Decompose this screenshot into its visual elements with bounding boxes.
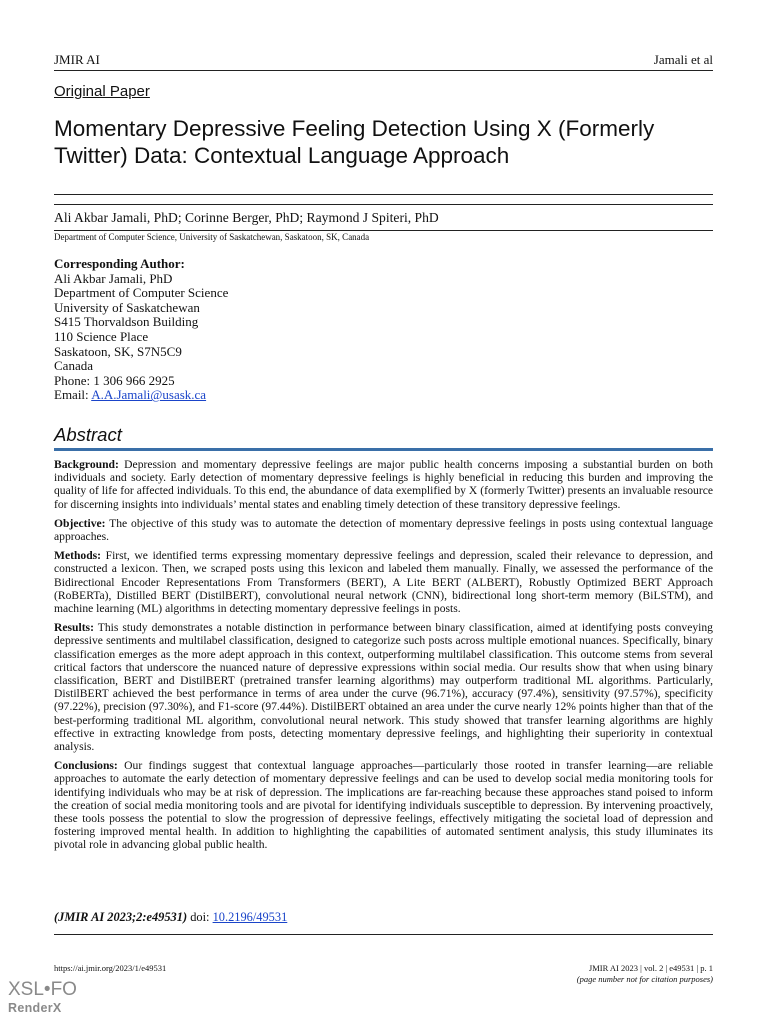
corresponding-author-label: Corresponding Author: [54, 256, 185, 271]
section-label: Methods: [54, 549, 102, 563]
section-text: The objective of this study was to automate the detection of momentary depressive feelings in posts using contextual language approaches. [54, 516, 713, 544]
abstract-results [54, 621, 713, 753]
running-author: Jamali et al [653, 52, 713, 67]
abstract-methods [54, 549, 713, 615]
abstract-heading: Abstract [54, 424, 122, 445]
section-label: Conclusions: [54, 759, 118, 773]
author-list: Ali Akbar Jamali, PhD; Corinne Berger, PhD; Raymond J Spiteri, PhD [54, 210, 439, 225]
pagination-note: (page number not for citation purposes) [576, 974, 713, 984]
corr-line: University of Saskatchewan [54, 299, 200, 315]
section-label: Background: [54, 458, 119, 471]
corr-email-line [54, 388, 228, 403]
footer-pagination [577, 963, 713, 985]
abstract-body [54, 458, 713, 858]
logo-line1: XSL•FO [8, 979, 77, 1000]
corr-line: Saskatoon, SK, S7N5C9 [54, 343, 182, 359]
corr-line: Canada [54, 358, 93, 374]
email-label: Email: [54, 387, 92, 403]
corresponding-author [54, 257, 228, 403]
author-divider [54, 230, 713, 231]
section-text: This study demonstrates a notable distinction in performance between binary classification, aimed at identifying posts conveying depressive sentiments and multilabel classification, designed to categorize such posts across multiple emotional nuances. Specifically, binary classification emerges as the more adept approach in this context, outperforming multilabel classification. This outcome stems from several critical factors that underscore the nuanced nature of depressive expressions within social media. Our results show that when using binary classification, BERT and DistilBERT (pretrained transfer learning algorithms) may outperform traditional ML algorithms. Particularly, DistilBERT achieved the best performance in terms of area under the curve (96.71%), accuracy (97.4%), sensitivity (97.57%), specificity (97.22%), precision (97.30%), and F1-score (97.44%). DistilBERT obtained an area under the curve nearly 12% points higher than that of the best-performing traditional ML algorithm, convolutional neural network. This study showed that transfer learning algorithms are highly effective in extracting knowledge from posts, detecting momentary depressive feelings, and highlighting their superiority in contextual analysis. [54, 621, 713, 754]
footer-url: https://ai.jmir.org/2023/1/e49531 [54, 963, 167, 973]
abstract-background [54, 458, 713, 511]
journal-name: JMIR AI [54, 52, 100, 67]
doi-link[interactable]: 10.2196/49531 [212, 910, 288, 924]
email-link[interactable]: A.A.Jamali@usask.ca [91, 387, 207, 403]
pagination-text: JMIR AI 2023 | vol. 2 | e49531 | p. 1 [588, 963, 713, 973]
abstract-objective [54, 517, 713, 543]
section-label: Results: [54, 621, 94, 635]
corr-line: S415 Thorvaldson Building [54, 314, 199, 330]
corr-line: 110 Science Place [54, 328, 149, 344]
section-text: Depression and momentary depressive feelings are major public health concerns imposing a substantial burden on both individuals and society. Early detection of momentary depressive feelings is highly beneficial in reducing this burden and improving the quality of life for affected individuals. To this end, the abundance of data exemplified by X (formerly Twitter) presents an invaluable resource for discerning insights into individuals’ mental states and enabling timely detection of these transitory depressive feelings. [54, 458, 714, 511]
article-title: Momentary Depressive Feeling Detection Using X (Formerly Twitter) Data: Contextual Language Approach [54, 116, 655, 168]
corr-line: Department of Computer Science [54, 285, 229, 301]
title-rule-top [54, 194, 713, 195]
footer-divider [54, 934, 713, 935]
abstract-rule [54, 448, 713, 451]
citation-ref: (JMIR AI 2023;2:e49531) [54, 910, 188, 924]
logo-line2: RenderX [8, 1001, 62, 1015]
corr-line: Phone: 1 306 966 2925 [54, 372, 175, 388]
section-text: First, we identified terms expressing momentary depressive feelings and depression, scaled their relevance to depression, and constructed a lexicon. Then, we scraped posts using this lexicon and labeled them manually. Finally, we assessed the performance of the Bidirectional Encoder Representations From Transformers (BERT), A Lite BERT (ALBERT), Robustly Optimized BERT Approach (RoBERTa), Distilled BERT (DistilBERT), convolutional neural network (CNN), bidirectional long short-term memory (BiLSTM), and machine learning (ML) algorithms in detecting momentary depressive feelings in posts. [54, 549, 713, 616]
section-text: Our findings suggest that contextual language approaches—particularly those rooted in transfer learning—are reliable approaches to automate the early detection of momentary depressive feelings and can be used to develop social media monitoring tools for identifying individuals who may be at risk of depression. The implications are far-reaching because these approaches stand poised to inform the creation of social media monitoring tools and are pivotal for identifying individuals susceptible to depression. By intervening proactively, these tools possess the potential to slow the progression of depressive feelings, effectively mitigating the societal load of depression and fostering improved mental health. In addition to highlighting the capabilities of automated sentiment analysis, this study illuminates its pivotal role in advancing global public health. [54, 759, 713, 852]
doi-label: doi: [190, 910, 210, 924]
xslfo-renderx-logo [8, 980, 77, 1018]
citation-line [54, 910, 287, 925]
article-type: Original Paper [54, 83, 150, 100]
corr-line: Ali Akbar Jamali, PhD [54, 270, 173, 286]
section-label: Objective: [54, 516, 106, 530]
header-divider [54, 70, 713, 71]
abstract-conclusions [54, 759, 713, 851]
title-rule-bottom [54, 204, 713, 205]
affiliation: Department of Computer Science, University of Saskatchewan, Saskatoon, SK, Canada [54, 232, 370, 242]
